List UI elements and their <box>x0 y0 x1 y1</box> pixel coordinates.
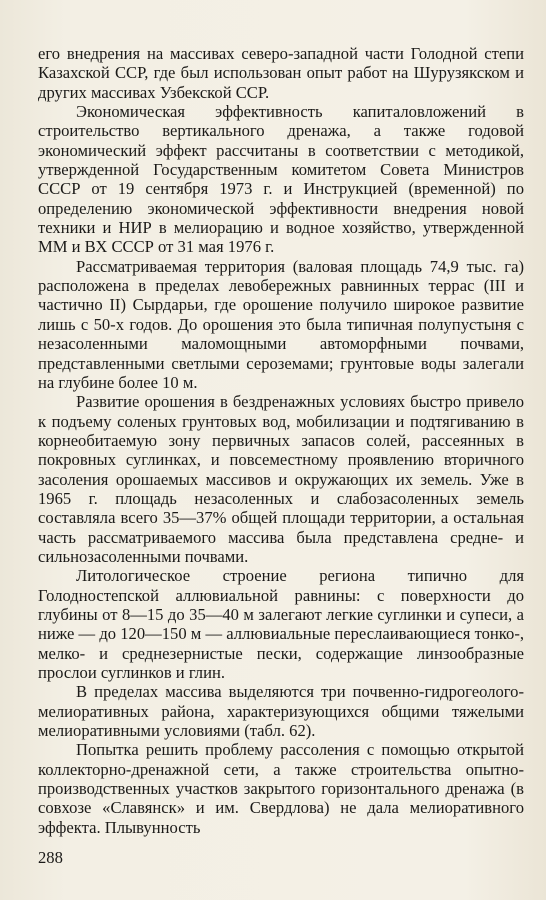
paragraph-4: Развитие орошения в бездренажных условиях быстро привело к подъему соленых грунтовых вод, мобилизации и подтягиванию в корнеобитаемую зону первичных запасов солей, рассеянных в покровных суглинках, и повсеместному проявлению вторичного засоления орошаемых массивов и окружающих их земель. Уже в 1965 г. площадь незасоленных и слабозасоленных земель составляла всего 35—37% общей площади территории, а остальная часть рассматриваемого массива была представлена средне- и сильнозасоленными почвами. <box>38 392 524 566</box>
paragraph-1: его внедрения на массивах северо-западной части Голодной степи Казахской ССР, где был использован опыт работ на Шурузякском и других массивах Узбекской ССР. <box>38 44 524 102</box>
page-number: 288 <box>38 848 63 867</box>
paragraph-3: Рассматриваемая территория (валовая площадь 74,9 тыс. га) расположена в пределах левобережных равнинных террас (III и частично II) Сырдарьи, где орошение получило широкое развитие лишь с 50-х годов. До орошения это была типичная полупустыня с незасоленными маломощными автоморфными почвами, представленными светлыми сероземами; грунтовые воды залегали на глубине более 10 м. <box>38 256 524 392</box>
body-text <box>38 44 524 837</box>
paragraph-2: Экономическая эффективность капиталовложений в строительство вертикального дренажа, а также годовой экономический эффект рассчитаны в соответствии с методикой, утвержденной Государственным комитетом Совета Министров СССР от 19 сентября 1973 г. и Инструкцией (временной) по определению экономической эффективности внедрения новой техники и НИР в мелиорацию и водное хозяйство, утвержденной ММ и ВХ СССР от 31 мая 1976 г. <box>38 102 524 257</box>
paragraph-6: В пределах массива выделяются три почвенно-гидрогеолого-мелиоративных района, характеризующихся общими тяжелыми мелиоративными условиями (табл. 62). <box>38 682 524 741</box>
paragraph-5: Литологическое строение региона типично для Голодностепской аллювиальной равнины: с поверхности до глубины от 8—15 до 35—40 м залегают легкие суглинки и супеси, а ниже — до 120—150 м — аллювиальные переслаивающиеся тонко-, мелко- и среднезернистые пески, содержащие линзообразные прослои суглинков и глин. <box>38 566 524 682</box>
paragraph-7: Попытка решить проблему рассоления с помощью открытой коллекторно-дренажной сети, а также строительства опытно-производственных участков закрытого горизонтального дренажа (в совхозе «Славянск» и им. Свердлова) не дала мелиоративного эффекта. Плывунность <box>38 740 524 837</box>
